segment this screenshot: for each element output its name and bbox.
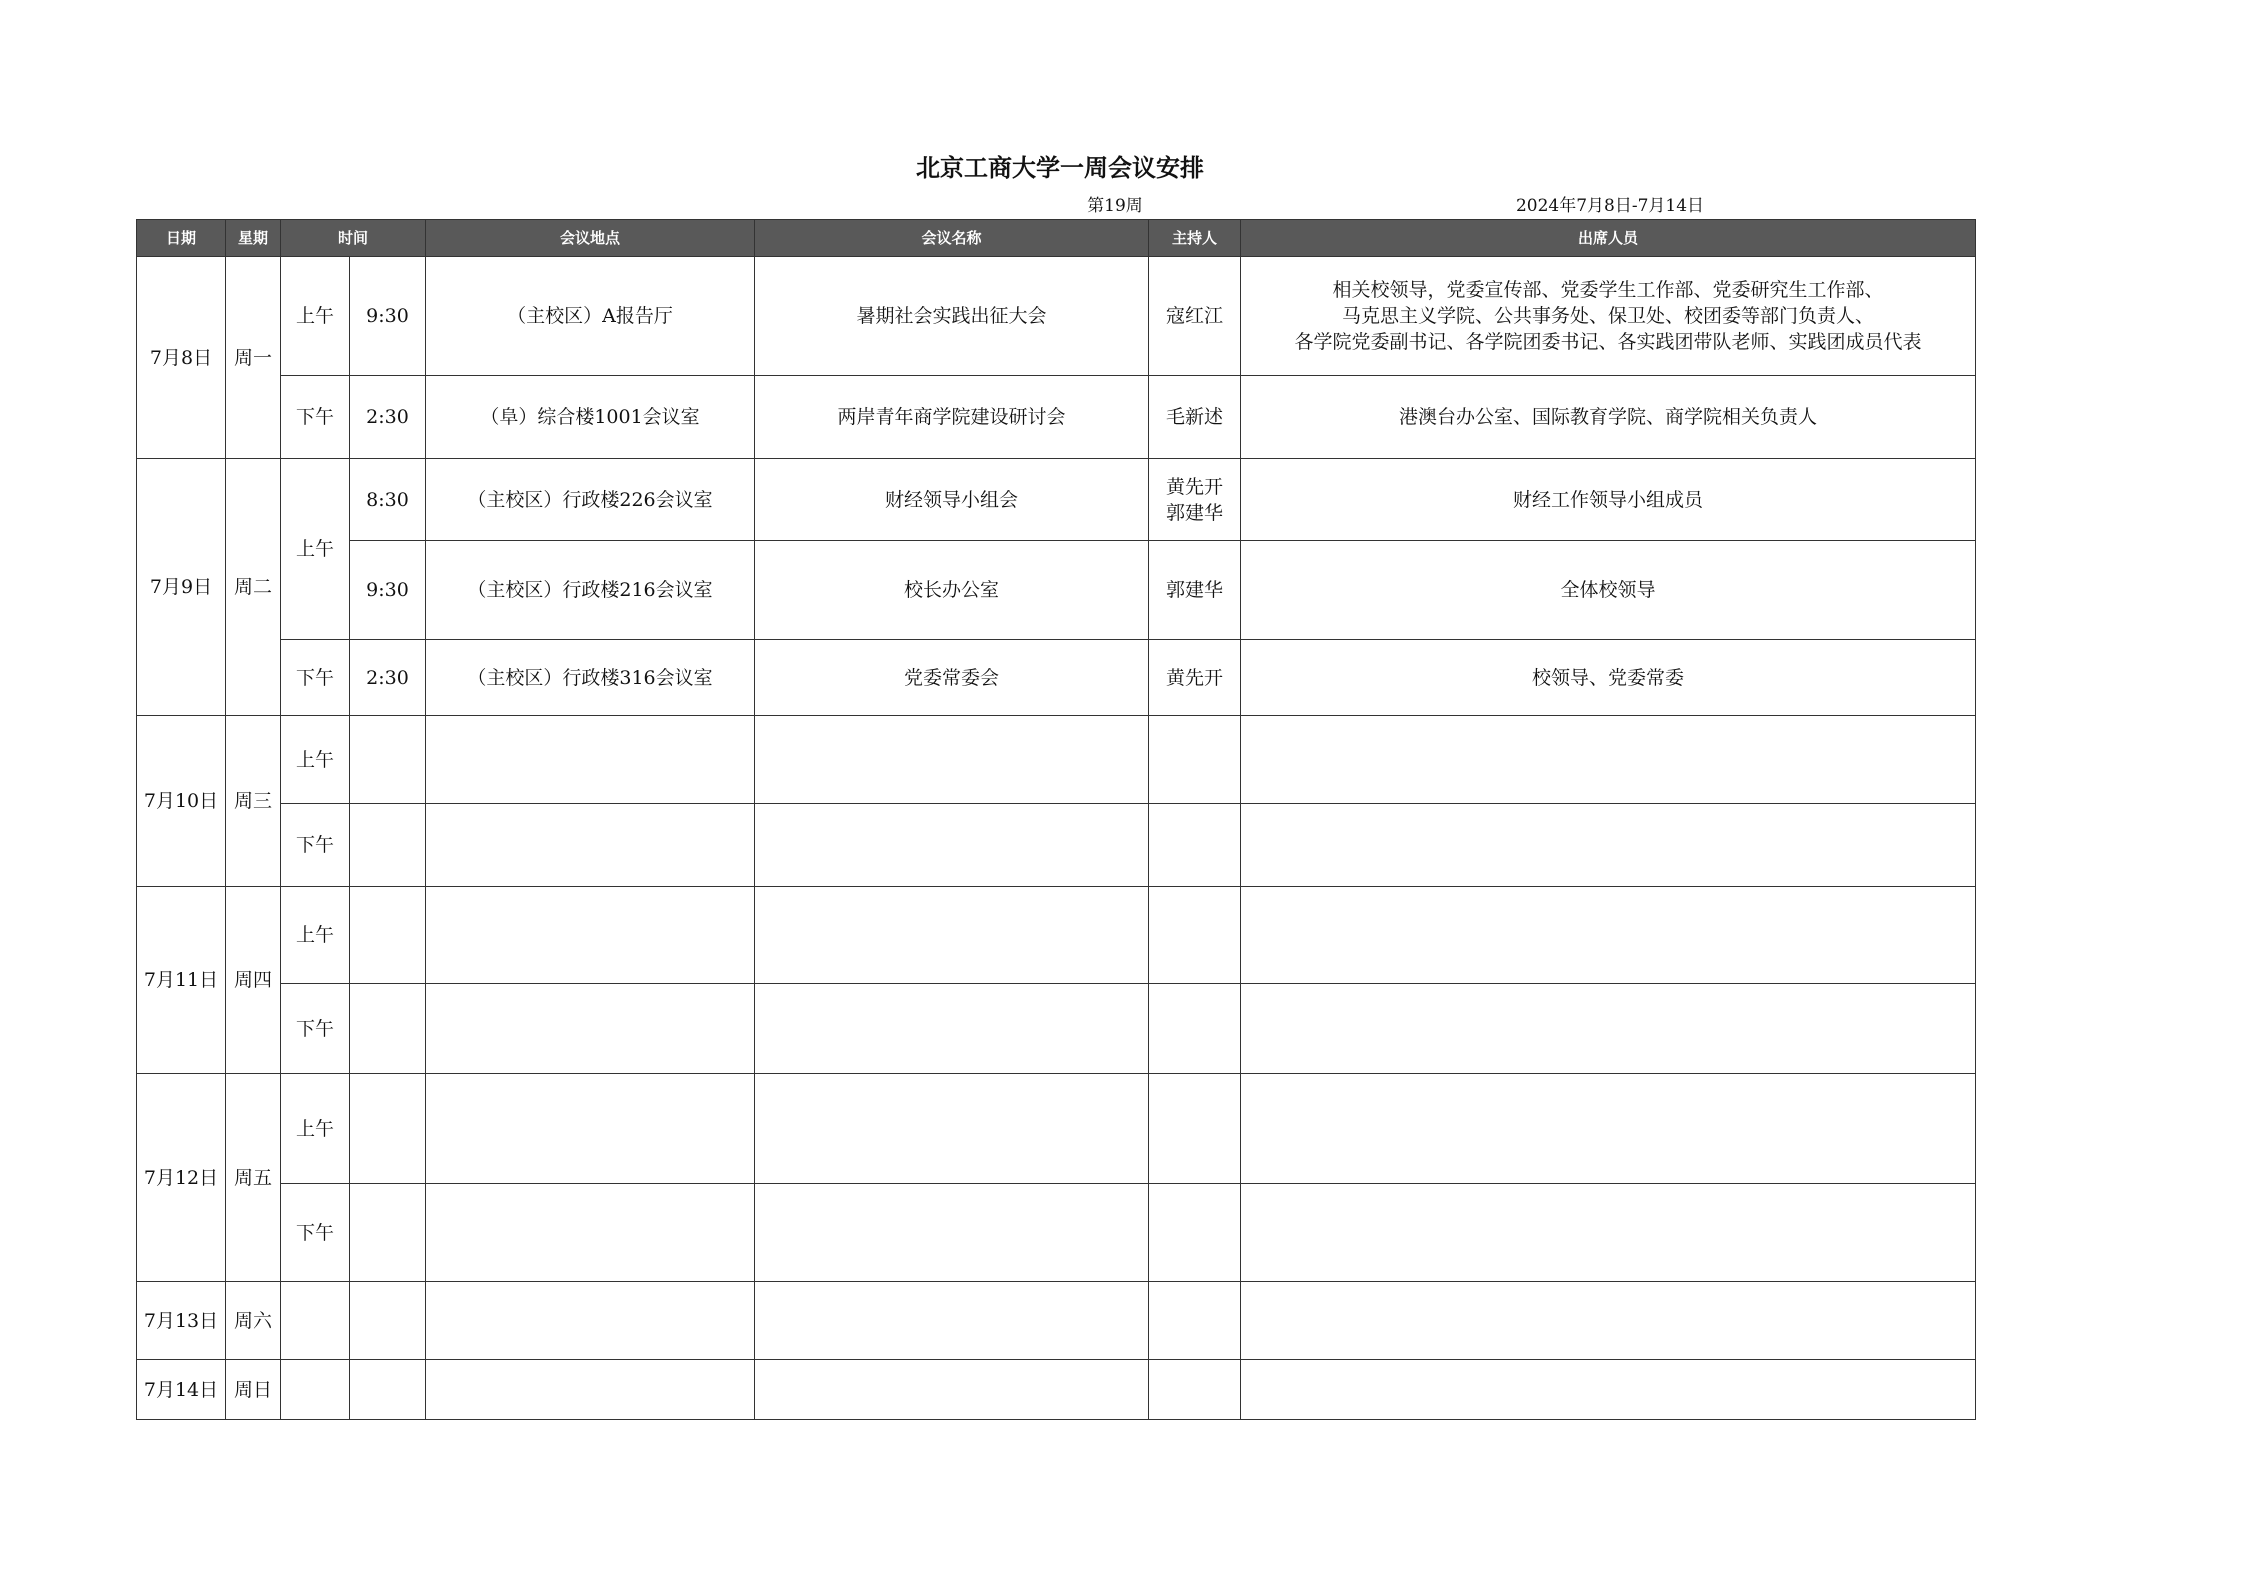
host-cell (1149, 1282, 1241, 1360)
meeting-cell (755, 1282, 1149, 1360)
meeting-cell: 财经领导小组会 (755, 459, 1149, 541)
attendees-cell (1241, 1184, 1976, 1282)
location-cell (426, 1184, 755, 1282)
period-cell: 上午 (281, 716, 350, 804)
time-cell (350, 1360, 426, 1420)
weekday-cell: 周六 (226, 1282, 281, 1360)
page-title: 北京工商大学一周会议安排 (916, 154, 1204, 182)
date-cell: 7月9日 (137, 459, 226, 716)
date-range: 2024年7月8日-7月14日 (1515, 196, 1705, 216)
location-cell: （主校区）A报告厅 (426, 257, 755, 376)
header-row (137, 220, 1976, 257)
attendees-cell (1241, 257, 1976, 376)
attendees-cell (1241, 1360, 1976, 1420)
host-cell (1149, 804, 1241, 887)
location-cell (426, 716, 755, 804)
location-cell (426, 1074, 755, 1184)
location-cell: （阜）综合楼1001会议室 (426, 376, 755, 459)
table-row (137, 1360, 1976, 1420)
time-cell (350, 1282, 426, 1360)
table-row (137, 541, 1976, 640)
date-cell: 7月10日 (137, 716, 226, 887)
time-cell (350, 716, 426, 804)
location-cell: （主校区）行政楼216会议室 (426, 541, 755, 640)
period-cell (281, 1282, 350, 1360)
attendees-cell: 财经工作领导小组成员 (1241, 459, 1976, 541)
meeting-cell (755, 984, 1149, 1074)
time-cell: 2:30 (350, 640, 426, 716)
meeting-cell (755, 1074, 1149, 1184)
time-cell: 9:30 (350, 541, 426, 640)
table-row (137, 257, 1976, 376)
header-meeting: 会议名称 (755, 220, 1149, 257)
period-cell (281, 1360, 350, 1420)
period-cell: 下午 (281, 1184, 350, 1282)
table-row (137, 984, 1976, 1074)
meeting-cell: 校长办公室 (755, 541, 1149, 640)
table-row (137, 804, 1976, 887)
location-cell (426, 984, 755, 1074)
host-name: 黄先开 (1166, 475, 1224, 498)
attendees-cell: 校领导、党委常委 (1241, 640, 1976, 716)
table-row (137, 1282, 1976, 1360)
table-row (137, 716, 1976, 804)
table-row (137, 1074, 1976, 1184)
weekday-cell: 周四 (226, 887, 281, 1074)
period-cell: 下午 (281, 804, 350, 887)
time-cell (350, 1074, 426, 1184)
period-cell: 下午 (281, 984, 350, 1074)
header-weekday: 星期 (226, 220, 281, 257)
weekday-cell: 周三 (226, 716, 281, 887)
location-cell (426, 804, 755, 887)
host-cell (1149, 716, 1241, 804)
meeting-cell (755, 887, 1149, 984)
attendees-cell (1241, 984, 1976, 1074)
date-cell: 7月8日 (137, 257, 226, 459)
header-time: 时间 (281, 220, 426, 257)
host-cell (1149, 1074, 1241, 1184)
attendees-cell: 全体校领导 (1241, 541, 1976, 640)
table-row (137, 640, 1976, 716)
period-cell: 上午 (281, 459, 350, 640)
time-cell (350, 887, 426, 984)
table-row (137, 1184, 1976, 1282)
week-number: 第19周 (1087, 196, 1143, 216)
meeting-cell (755, 1184, 1149, 1282)
meeting-cell (755, 804, 1149, 887)
period-cell: 上午 (281, 887, 350, 984)
meeting-cell: 两岸青年商学院建设研讨会 (755, 376, 1149, 459)
attendees-cell (1241, 804, 1976, 887)
date-cell: 7月13日 (137, 1282, 226, 1360)
attendees-cell (1241, 716, 1976, 804)
host-name: 郭建华 (1166, 501, 1224, 524)
attendees-cell (1241, 1282, 1976, 1360)
meeting-cell: 暑期社会实践出征大会 (755, 257, 1149, 376)
header-host: 主持人 (1149, 220, 1241, 257)
table-row (137, 459, 1976, 541)
time-cell (350, 1184, 426, 1282)
host-cell: 寇红江 (1149, 257, 1241, 376)
header-date: 日期 (137, 220, 226, 257)
host-cell (1149, 984, 1241, 1074)
period-cell: 上午 (281, 1074, 350, 1184)
weekday-cell: 周日 (226, 1360, 281, 1420)
host-cell (1149, 459, 1241, 541)
location-cell: （主校区）行政楼226会议室 (426, 459, 755, 541)
table-row (137, 887, 1976, 984)
time-cell (350, 804, 426, 887)
attendees-line: 马克思主义学院、公共事务处、保卫处、校团委等部门负责人、 (1342, 305, 1875, 327)
location-cell (426, 1282, 755, 1360)
meeting-schedule-table (136, 219, 1976, 1420)
table-row (137, 376, 1976, 459)
host-cell (1149, 1360, 1241, 1420)
host-cell: 毛新述 (1149, 376, 1241, 459)
location-cell (426, 887, 755, 984)
weekday-cell: 周二 (226, 459, 281, 716)
attendees-cell (1241, 887, 1976, 984)
attendees-line: 相关校领导，党委宣传部、党委学生工作部、党委研究生工作部、 (1332, 279, 1884, 301)
attendees-cell: 港澳台办公室、国际教育学院、商学院相关负责人 (1241, 376, 1976, 459)
date-cell: 7月12日 (137, 1074, 226, 1282)
host-cell (1149, 887, 1241, 984)
header-location: 会议地点 (426, 220, 755, 257)
host-cell (1149, 1184, 1241, 1282)
header-attendees: 出席人员 (1241, 220, 1976, 257)
location-cell (426, 1360, 755, 1420)
time-cell: 8:30 (350, 459, 426, 541)
period-cell: 下午 (281, 376, 350, 459)
weekday-cell: 周一 (226, 257, 281, 459)
period-cell: 下午 (281, 640, 350, 716)
time-cell (350, 984, 426, 1074)
meeting-cell (755, 716, 1149, 804)
host-cell: 黄先开 (1149, 640, 1241, 716)
location-cell: （主校区）行政楼316会议室 (426, 640, 755, 716)
attendees-line: 各学院党委副书记、各学院团委书记、各实践团带队老师、实践团成员代表 (1294, 331, 1922, 353)
meeting-cell: 党委常委会 (755, 640, 1149, 716)
meeting-cell (755, 1360, 1149, 1420)
time-cell: 9:30 (350, 257, 426, 376)
date-cell: 7月11日 (137, 887, 226, 1074)
period-cell: 上午 (281, 257, 350, 376)
weekday-cell: 周五 (226, 1074, 281, 1282)
attendees-cell (1241, 1074, 1976, 1184)
host-cell: 郭建华 (1149, 541, 1241, 640)
time-cell: 2:30 (350, 376, 426, 459)
date-cell: 7月14日 (137, 1360, 226, 1420)
